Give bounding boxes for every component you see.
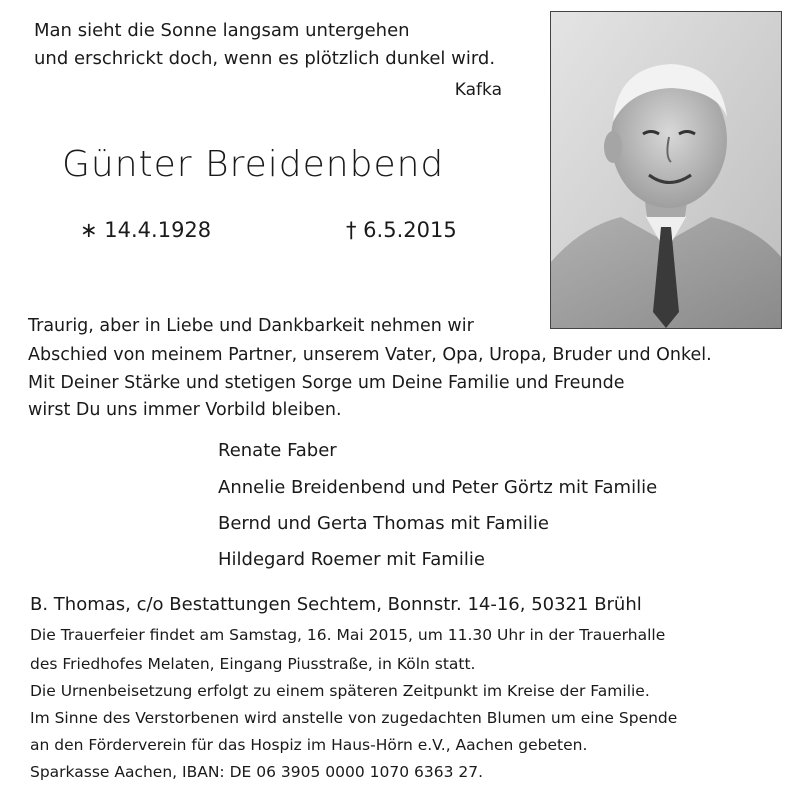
note-line-3: Die Urnenbeisetzung erfolgt zu einem späteren Zeitpunkt im Kreise der Familie. xyxy=(30,682,650,700)
message-line-4: wirst Du uns immer Vorbild bleiben. xyxy=(28,400,342,420)
quote-line-1: Man sieht die Sonne langsam untergehen xyxy=(34,20,410,41)
birth-date: ∗ 14.4.1928 xyxy=(80,218,212,242)
note-line-5: an den Förderverein für das Hospiz im Haus-Hörn e.V., Aachen gebeten. xyxy=(30,736,588,754)
death-date: † 6.5.2015 xyxy=(346,218,457,242)
message-line-2: Abschied von meinem Partner, unserem Vater, Opa, Uropa, Bruder und Onkel. xyxy=(28,345,712,365)
deceased-name: Günter Breidenbend xyxy=(62,144,445,185)
family-member: Bernd und Gerta Thomas mit Familie xyxy=(218,513,549,534)
quote-line-2: und erschrickt doch, wenn es plötzlich dunkel wird. xyxy=(34,48,496,69)
note-line-4: Im Sinne des Verstorbenen wird anstelle von zugedachten Blumen um eine Spende xyxy=(30,709,678,727)
portrait-illustration xyxy=(551,12,781,328)
note-line-6: Sparkasse Aachen, IBAN: DE 06 3905 0000 1070 6363 27. xyxy=(30,763,484,781)
note-line-1: Die Trauerfeier findet am Samstag, 16. Mai 2015, um 11.30 Uhr in der Trauerhalle xyxy=(30,626,666,644)
contact-address: B. Thomas, c/o Bestattungen Sechtem, Bonnstr. 14-16, 50321 Brühl xyxy=(30,594,642,615)
message-line-1: Traurig, aber in Liebe und Dankbarkeit nehmen wir xyxy=(28,316,474,336)
portrait-photo xyxy=(550,11,782,329)
family-member: Hildegard Roemer mit Familie xyxy=(218,549,485,570)
note-line-2: des Friedhofes Melaten, Eingang Piusstraße, in Köln statt. xyxy=(30,655,476,673)
family-member: Renate Faber xyxy=(218,440,337,461)
quote-author: Kafka xyxy=(454,80,502,100)
message-line-3: Mit Deiner Stärke und stetigen Sorge um Deine Familie und Freunde xyxy=(28,373,625,393)
family-member: Annelie Breidenbend und Peter Görtz mit Familie xyxy=(218,477,658,498)
